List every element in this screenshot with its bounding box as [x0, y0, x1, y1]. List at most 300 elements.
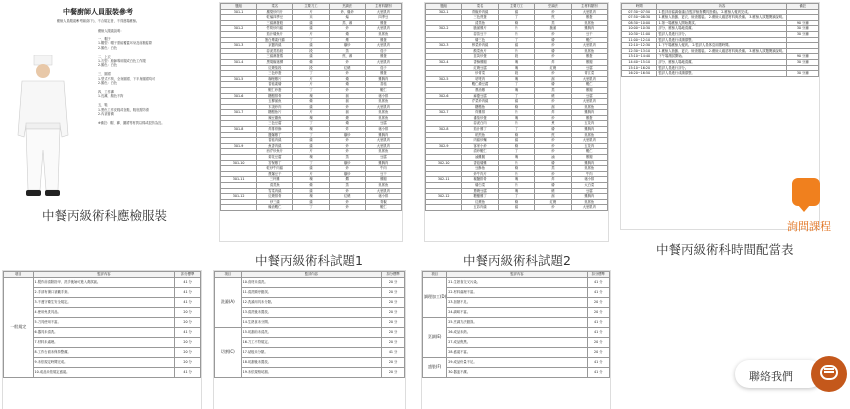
table-cell: 90 分鐘 [787, 20, 819, 26]
section-label-cell: 洗滌(A) [215, 277, 242, 327]
contact-us-label: 聯絡我們 [749, 370, 793, 383]
table-row [426, 205, 608, 211]
table-cell: 20 分 [382, 337, 405, 347]
table-cell: 絲 [498, 99, 534, 105]
table-cell: 燴三色 [462, 37, 498, 43]
table-cell: 番茄炒蛋 [462, 115, 498, 121]
table-row [215, 367, 405, 377]
table-cell: 丁 [293, 71, 329, 77]
table-cell: 豆腐 [571, 65, 607, 71]
table-cell: 蒸 [329, 183, 365, 189]
table-cell: 段 [498, 54, 534, 60]
table-header-cell: 主要刀工 [293, 4, 329, 10]
table-cell: 30 分鐘 [787, 26, 819, 32]
table-cell: 塊 [498, 155, 534, 161]
table-header-cell: 菜名 [257, 4, 293, 10]
caption-test1: 中餐丙級術科試題1 [255, 253, 363, 268]
table-cell: 牛肉 [571, 171, 607, 177]
table-cell: 蒸 [535, 87, 571, 93]
table-cell: 燴 [535, 82, 571, 88]
table-cell: 煎 [535, 15, 571, 21]
table-cell: 19.未依規格切割。 [241, 367, 382, 377]
table-row [423, 277, 610, 287]
table-cell: 301-8 [221, 127, 257, 133]
section-label-cell: 烹調(E) [423, 317, 447, 357]
table-cell: 紅燒豆腐 [462, 65, 498, 71]
eval-doc-1 [2, 270, 202, 409]
table-cell: 1.下午場應檢人報到。 2.監評人員休息用膳時間。 [657, 43, 787, 49]
table-cell: 絲 [293, 20, 329, 26]
table-cell: 片 [498, 110, 534, 116]
table-cell: 蒸 [535, 166, 571, 172]
table-cell: 絲 [293, 43, 329, 49]
table-cell: 條 [293, 183, 329, 189]
table-cell: 蠔油蝦仁 [257, 205, 293, 211]
table-cell: 醬爆雞丁 [257, 132, 293, 138]
table-cell: 脆溜雞片 [462, 26, 498, 32]
table-cell: 20 分 [175, 307, 201, 317]
table-cell: 炒 [329, 59, 365, 65]
table-cell: 41 分 [175, 327, 201, 337]
table-row [423, 317, 610, 327]
table-row [221, 205, 402, 211]
table-cell: 監評人員進行成績彙整。 [657, 71, 787, 77]
table-cell: 1.應檢人抽籤、更衣、檢查服裝。 2.應檢人確認材料與設備。 3.應檢人試題閱讀說明。 [658, 48, 786, 53]
table-cell: 爆炒 [329, 171, 365, 177]
table-cell: 爆炒 [329, 132, 365, 138]
table-row [423, 357, 610, 367]
table-cell: 24.調味不當。 [447, 307, 587, 317]
table-cell: 丁 [293, 121, 329, 127]
table-cell: 吳郭魚 [365, 183, 401, 189]
table-cell: 五花肉 [571, 121, 607, 127]
table-cell: 豆腐 [365, 121, 401, 127]
table-cell: 雪菜肉絲 [257, 188, 293, 194]
table-cell: 肉絲炒麵 [462, 138, 498, 144]
table-cell: 竹筍炒肉絲 [257, 26, 293, 32]
table-cell: 炒 [535, 205, 571, 211]
table-cell: 塊 [498, 65, 534, 71]
table-cell: 炒 [329, 138, 365, 144]
table-header-cell: 時間 [622, 4, 657, 10]
table-cell: 301-9 [221, 143, 257, 149]
table-cell: 41 分 [587, 317, 609, 327]
table-cell: 13.清洗後未置放。 [241, 307, 382, 317]
table-cell: 吳郭魚 [571, 20, 607, 26]
table-cell: 燴 [329, 31, 365, 37]
table-header-cell: 監評內容 [241, 272, 382, 278]
table-cell: 絲 [293, 138, 329, 144]
table-cell: 20 分 [175, 357, 201, 367]
table-cell: 雞胸肉 [571, 26, 607, 32]
table-cell: 蝦仁 [365, 87, 401, 93]
contact-us-widget[interactable] [735, 356, 845, 392]
table-cell: 爆炒 [329, 160, 365, 166]
table-cell: 1.第一場應檢人開始測試。 [657, 20, 787, 26]
table-cell: 大里肌肉 [365, 43, 401, 49]
table-cell: 炒 [535, 43, 571, 49]
table-cell: 片 [293, 82, 329, 88]
table-cell: 塊 [293, 127, 329, 133]
table-cell: 三絲淋蛋捲 [257, 54, 293, 60]
table-row [215, 357, 405, 367]
table-header-cell: 監評內容 [33, 272, 175, 278]
table-cell: 26.成品未熟。 [447, 327, 587, 337]
eval-table-3 [422, 271, 610, 378]
table-cell: 炒 [329, 104, 365, 110]
table-cell: 糖醋魚片 [257, 110, 293, 116]
table-cell: 溜 [535, 76, 571, 82]
table-cell: 9.未依規定時間完成。 [33, 357, 175, 367]
table-cell: 丁 [498, 82, 534, 88]
table-cell: 五彩肉絲 [462, 205, 498, 211]
table-cell: 豬小排 [365, 127, 401, 133]
table-row [215, 337, 405, 347]
uniform-item: 1.衣型：廚師專用服或白色工作服 [98, 59, 146, 64]
table-cell: 香菇 [365, 82, 401, 88]
table-cell: 炒 [535, 171, 571, 177]
table-cell: 雞蛋 [571, 15, 607, 21]
table-cell: 木須炒肉 [257, 104, 293, 110]
table-row [423, 347, 610, 357]
table-row [622, 71, 819, 77]
table-cell: 炒 [329, 199, 365, 205]
table-cell: 片 [498, 160, 534, 166]
table-cell: 41 分 [587, 367, 609, 377]
table-cell: 紅燒 [329, 194, 365, 200]
table-header-cell: 扣分標準 [382, 272, 405, 278]
table-cell: 大里肌肉 [365, 26, 401, 32]
table-cell: 段 [293, 48, 329, 54]
table-cell: 雞胸肉 [365, 160, 401, 166]
table-cell: 20 分 [587, 297, 609, 307]
table-cell: 20 分 [175, 317, 201, 327]
uniform-doc [2, 3, 194, 203]
table-cell: 14.生熟食未分開。 [241, 317, 382, 327]
table-row [423, 287, 610, 297]
table-cell: 五柳溜魚 [257, 99, 293, 105]
table-cell: 片 [293, 76, 329, 82]
table-cell: 炒 [535, 31, 571, 37]
table-cell: 15:10~16:20 [622, 65, 657, 71]
section-label-cell: 盛裝(F) [423, 357, 447, 377]
table-cell: 絲 [293, 143, 329, 149]
table-header-cell: 項目 [423, 272, 447, 278]
table-row [423, 327, 610, 337]
table-cell: 豆干 [365, 171, 401, 177]
table-cell: 絲 [498, 9, 534, 15]
table-header-cell: 主要刀工 [498, 4, 534, 10]
table-cell: 蝦仁 [571, 82, 607, 88]
table-cell: 酸菜魚片 [462, 48, 498, 54]
table-cell: 1.監評前協調會議(含監評檢查機具設備)。 2.應檢人報到完成。 [657, 9, 787, 15]
table-cell: 炒 [535, 138, 571, 144]
table-header-cell: 內容 [657, 4, 787, 10]
table-cell: 蒸 [535, 20, 571, 26]
table-cell: 大里肌肉 [571, 99, 607, 105]
table-cell: 燴 [535, 37, 571, 43]
table-cell: 香酥雞腿 [462, 59, 498, 65]
table-cell: 絲 [293, 26, 329, 32]
table-cell: 糖醋雞丁 [462, 194, 498, 200]
table-cell: 蔥爆豆干 [257, 171, 293, 177]
table-cell: 吳郭魚 [571, 104, 607, 110]
table-cell: 塊 [498, 76, 534, 82]
table-cell: 丁 [498, 15, 534, 21]
table-cell: 絲 [293, 166, 329, 172]
table-row [4, 367, 201, 377]
table-cell: 雞蛋 [571, 115, 607, 121]
table-cell: 12:30~13:10 [622, 48, 657, 54]
contact-us-pill[interactable] [735, 360, 823, 388]
table-cell: 41 分 [587, 287, 609, 297]
table-cell: 評分、應檢人場地清潔。 [657, 26, 787, 32]
table-cell: 條 [293, 99, 329, 105]
table-cell: 京醬肉絲 [257, 43, 293, 49]
table-cell: 片 [498, 171, 534, 177]
table-cell: 302-1 [426, 9, 462, 15]
table-cell: 煎、淋 [329, 54, 365, 60]
table-cell: 41 分 [382, 347, 405, 357]
caption-uniform: 中餐丙級術科應檢服裝 [42, 208, 168, 223]
uniform-doc-label: 應檢人服裝說明： [98, 29, 124, 33]
table-cell: 滷雞腿 [462, 155, 498, 161]
table-cell: 炒 [535, 9, 571, 15]
table-cell: 12:10~12:30 [622, 43, 657, 49]
table-cell: 條 [498, 132, 534, 138]
table-cell: 脆溜 [535, 26, 571, 32]
table-cell: 302-2 [426, 26, 462, 32]
table-cell: 16.刀工不符規定。 [241, 337, 382, 347]
table-cell: 16:20~16:50 [622, 71, 657, 77]
table-row [4, 337, 201, 347]
table-cell: 煎 [535, 132, 571, 138]
table-cell: 煮 [535, 121, 571, 127]
course-inquiry-button[interactable] [778, 178, 840, 234]
table-cell: 10.成品未依規定盛裝。 [33, 367, 175, 377]
table-cell: 香菇素燴 [257, 82, 293, 88]
table-cell: 20 分 [382, 297, 405, 307]
table-cell: 08:30~10:00 [622, 20, 657, 26]
table-cell: 雞腿 [571, 155, 607, 161]
table-cell: 牛肉 [365, 166, 401, 172]
table-cell: 塊 [293, 177, 329, 183]
table-cell: 爆炒 [329, 43, 365, 49]
table-cell: 絲 [293, 54, 329, 60]
table-cell: 蝦仁 [571, 37, 607, 43]
table-cell: 燴 [535, 183, 571, 189]
table-cell: 燒 [329, 115, 365, 121]
table-cell [426, 205, 462, 211]
test2-table [425, 3, 608, 211]
table-cell: 7.材料未處理。 [33, 337, 175, 347]
table-cell: 蒸 [329, 48, 365, 54]
uniform-item: 1.黑色工作皮鞋或包鞋，鞋底需防滑 [98, 107, 149, 112]
table-row [215, 347, 405, 357]
table-cell: 吳郭魚 [365, 149, 401, 155]
table-cell: 紅燒茄段 [257, 65, 293, 71]
table-cell: 四季豆 [365, 15, 401, 21]
table-cell: 片 [293, 31, 329, 37]
table-cell: 燴 [329, 121, 365, 127]
table-cell: 條 [498, 199, 534, 205]
table-cell: 1.製作前清除指甲、洗手後始可進入測試區。 [33, 277, 175, 287]
table-cell: 301-3 [221, 43, 257, 49]
table-cell: 炒 [535, 115, 571, 121]
table-cell: 大里肌肉 [365, 143, 401, 149]
table-cell: 雞蛋 [365, 20, 401, 26]
table-cell: 20 分 [382, 317, 405, 327]
table-cell: 炒 [329, 87, 365, 93]
table-cell: 鳳梨炒肉片 [257, 9, 293, 15]
table-cell: 丁 [498, 37, 534, 43]
table-cell: 炒 [329, 143, 365, 149]
chat-icon[interactable] [811, 356, 847, 392]
table-cell: 302-8 [426, 127, 462, 133]
table-cell: 青椒 [365, 199, 401, 205]
table-cell: 菊花豆腐 [257, 155, 293, 161]
table-cell: 301-1 [221, 9, 257, 15]
table-cell: 301-4 [221, 59, 257, 65]
table-header-cell: 項目 [4, 272, 34, 278]
table-cell: 20 分 [175, 337, 201, 347]
table-cell: 302-6 [426, 93, 462, 99]
table-cell: 絲 [498, 138, 534, 144]
table-cell: 片 [498, 26, 534, 32]
table-cell: 41 分 [175, 287, 201, 297]
table-cell: 蒸 [329, 155, 365, 161]
table-cell: 糖醋排骨 [257, 93, 293, 99]
table-row [215, 277, 405, 287]
section-label-cell: 調理加工(D) [423, 277, 447, 317]
table-cell: 芹菜炒肉絲 [462, 99, 498, 105]
table-cell: 溜 [329, 110, 365, 116]
table-cell: 乾煸四季豆 [257, 15, 293, 21]
table-cell: 炸 [535, 59, 571, 65]
table-cell: 塊 [293, 93, 329, 99]
table-cell: 41 分 [175, 277, 201, 287]
table-cell: 三色煎蛋 [462, 15, 498, 21]
table-cell: 溜 [535, 194, 571, 200]
table-cell: 咕咾肉 [462, 76, 498, 82]
table-cell: 30.器皿不潔。 [447, 367, 587, 377]
table-cell: 2.手部有傷口須戴手套。 [33, 287, 175, 297]
uniform-item: 一、帽子 [98, 37, 111, 42]
table-cell: 塊 [498, 188, 534, 194]
table-cell: 07:50~08:30 [622, 15, 657, 21]
table-cell: 10.食材未清洗。 [241, 277, 382, 287]
section-label-cell: 切割(C) [215, 327, 242, 377]
table-cell: 丁 [293, 37, 329, 43]
table-cell: 三杯雞 [257, 177, 293, 183]
table-cell: 大里肌肉 [365, 9, 401, 15]
table-cell: 23.加熱不足。 [447, 297, 587, 307]
table-cell: 紅燒 [535, 65, 571, 71]
table-header-cell: 扣分標準 [587, 272, 609, 278]
uniform-item: 三、圍裙 [98, 72, 111, 77]
table-row [4, 287, 201, 297]
table-cell: 10:30~11:00 [622, 31, 657, 37]
table-cell: 大里肌肉 [365, 138, 401, 144]
table-cell: 韭黃炒蛋 [462, 54, 498, 60]
table-cell: 11.清洗順序錯誤。 [241, 287, 382, 297]
table-cell: 大里肌肉 [571, 76, 607, 82]
table-cell: 雞腿 [571, 59, 607, 65]
table-cell: 302-3 [426, 43, 462, 49]
table-cell: 雞胸肉 [365, 76, 401, 82]
table-cell: 塊 [498, 87, 534, 93]
table-cell: 吳郭魚 [571, 132, 607, 138]
table-cell: 雞胸肉 [571, 194, 607, 200]
table-cell: 吳郭魚 [571, 199, 607, 205]
table-cell: 蔥油雞 [462, 87, 498, 93]
table-cell: 4.使用免洗具品。 [33, 307, 175, 317]
table-cell: 蔥燒豆腐 [462, 188, 498, 194]
course-inquiry-label: 詢問課程 [787, 220, 831, 233]
table-row [4, 327, 201, 337]
table-cell: 301-12 [221, 194, 257, 200]
table-cell: 椒鹽排骨 [462, 177, 498, 183]
table-cell: 燒 [535, 188, 571, 194]
table-cell: 蒜泥蒸茄段 [257, 48, 293, 54]
table-cell: 塊 [498, 115, 534, 121]
table-cell: 絲 [293, 188, 329, 194]
table-cell: 雞胸肉 [571, 127, 607, 133]
table-cell: 燴白菜 [462, 183, 498, 189]
table-cell: 5.刀具使用不當。 [33, 317, 175, 327]
table-cell: 雞蛋 [571, 54, 607, 60]
table-cell: 炸 [535, 110, 571, 116]
table-cell: 丁 [498, 149, 534, 155]
table-cell: 炒、爆炒 [329, 9, 365, 15]
table-cell: 蝦仁 [365, 205, 401, 211]
table-cell: 41 分 [587, 277, 609, 287]
table-cell: 辣豆瓣魚 [257, 115, 293, 121]
table-cell: 雞胸肉 [571, 160, 607, 166]
table-cell: 茄汁雞丁 [462, 127, 498, 133]
uniform-item: 1.長褲，顏色不拘 [98, 94, 124, 99]
table-cell: 20 分 [587, 347, 609, 357]
table-row [215, 297, 405, 307]
table-cell: 麻婆豆腐 [462, 93, 498, 99]
table-cell: 27.成品焦黑。 [447, 337, 587, 347]
table-cell: 302-11 [426, 177, 462, 183]
table-cell: 蝦仁炒蛋 [257, 87, 293, 93]
table-cell: 炒青菜 [462, 71, 498, 77]
table-cell: 吳郭魚 [365, 110, 401, 116]
table-cell: 301-5 [221, 76, 257, 82]
table-cell: 紅燒排骨 [257, 194, 293, 200]
table-cell: 燜 [329, 177, 365, 183]
table-cell: 客家小炒 [462, 143, 498, 149]
table-cell: 片 [498, 48, 534, 54]
table-header-cell: 菜名 [462, 4, 498, 10]
table-cell: 滷 [535, 155, 571, 161]
table-cell: 20 分 [382, 357, 405, 367]
table-cell: 清炒蝦仁 [462, 149, 498, 155]
table-cell: 丁 [293, 132, 329, 138]
table-cell: 紅燒 [535, 199, 571, 205]
table-cell: 301-7 [221, 110, 257, 116]
table-cell: 10:00~10:30 [622, 26, 657, 32]
table-cell: 榨菜炒肉絲 [462, 43, 498, 49]
table-cell: 片 [498, 183, 534, 189]
table-cell: 蛋白燉素什錦 [257, 37, 293, 43]
uniform-item: 四、工作褲 [98, 90, 114, 95]
table-cell: 蝦仁燴豆腐 [462, 82, 498, 88]
uniform-item: 1.型式不拘，全身圍裙、下半身圍裙均可 [98, 76, 156, 81]
table-cell: 茄子 [365, 65, 401, 71]
